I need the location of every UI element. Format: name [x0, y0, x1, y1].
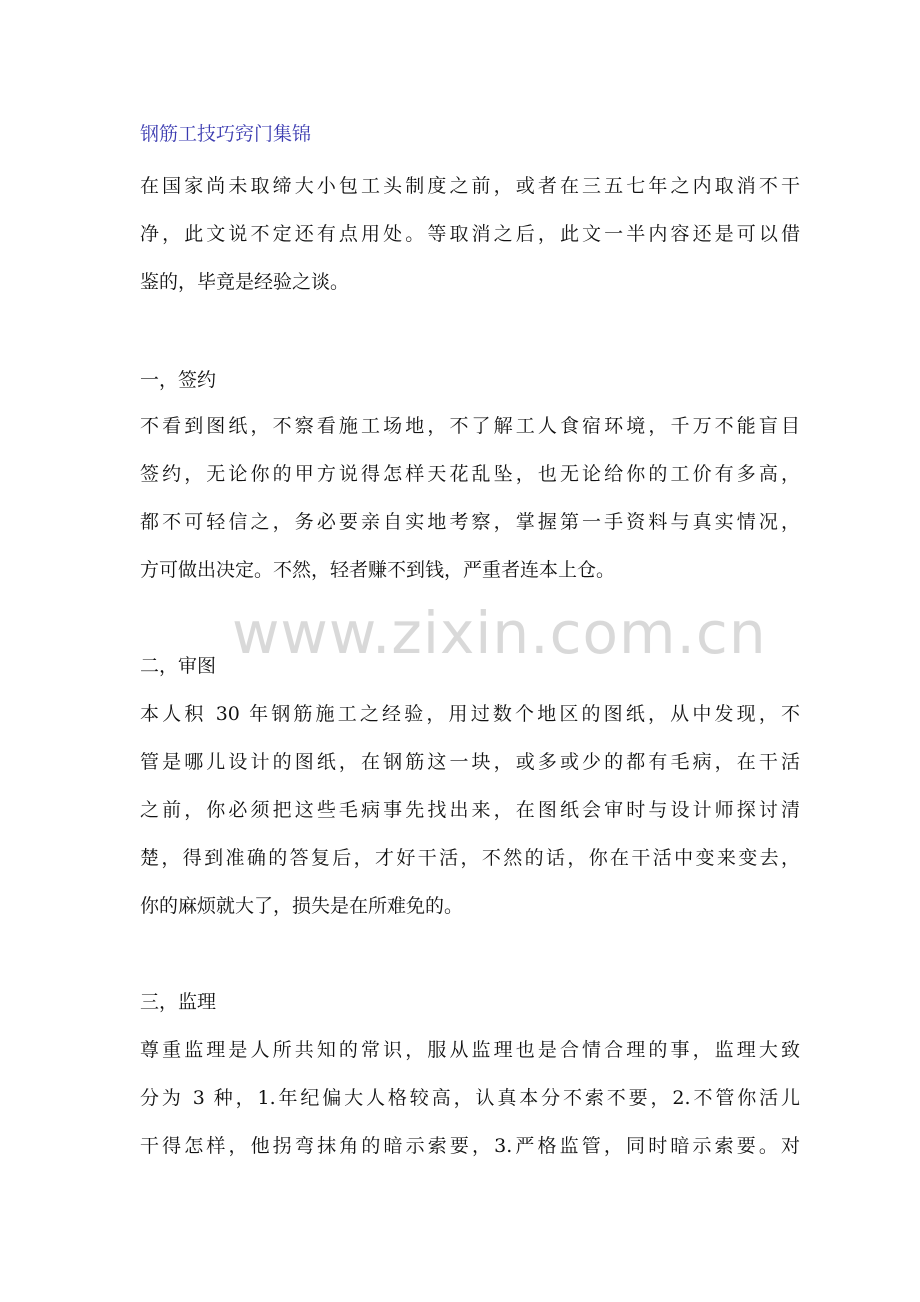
section-line: 分为 3 种，1.年纪偏大人格较高，认真本分不索不要，2.不管你活儿 — [140, 1087, 800, 1109]
section-line: 楚，得到准确的答复后，才好干活，不然的话，你在干活中变来变去， — [140, 847, 800, 869]
section-line: 之前，你必须把这些毛病事先找出来，在图纸会审时与设计师探讨清 — [140, 799, 800, 821]
watermark: www.zixin.com.cn — [232, 599, 767, 667]
section-heading-supervision: 三，监理 — [140, 991, 217, 1013]
section-line: 签约，无论你的甲方说得怎样天花乱坠，也无论给你的工价有多高， — [140, 463, 800, 485]
section-line: 你的麻烦就大了，损失是在所难免的。 — [140, 895, 464, 917]
document-title: 钢筋工技巧窍门集锦 — [140, 123, 312, 145]
section-line: 不看到图纸，不察看施工场地，不了解工人食宿环境，千万不能盲目 — [140, 415, 800, 437]
section-line: 方可做出决定。不然，轻者赚不到钱，严重者连本上仓。 — [140, 559, 616, 581]
section-line: 都不可轻信之，务必要亲自实地考察，掌握第一手资料与真实情况， — [140, 511, 800, 533]
section-heading-sign: 一，签约 — [140, 369, 217, 391]
section-line: 管是哪儿设计的图纸，在钢筋这一块，或多或少的都有毛病，在干活 — [140, 751, 800, 773]
section-line: 干得怎样，他拐弯抹角的暗示索要，3.严格监管，同时暗示索要。对 — [140, 1135, 800, 1157]
intro-line: 净，此文说不定还有点用处。等取消之后，此文一半内容还是可以借 — [140, 223, 800, 245]
intro-line: 鉴的，毕竟是经验之谈。 — [140, 271, 350, 293]
section-heading-review: 二，审图 — [140, 655, 217, 677]
intro-line: 在国家尚未取缔大小包工头制度之前，或者在三五七年之内取消不干 — [140, 175, 800, 197]
section-line: 尊重监理是人所共知的常识，服从监理也是合情合理的事，监理大致 — [140, 1039, 800, 1061]
section-line: 本人积 30 年钢筋施工之经验，用过数个地区的图纸，从中发现，不 — [140, 703, 800, 725]
